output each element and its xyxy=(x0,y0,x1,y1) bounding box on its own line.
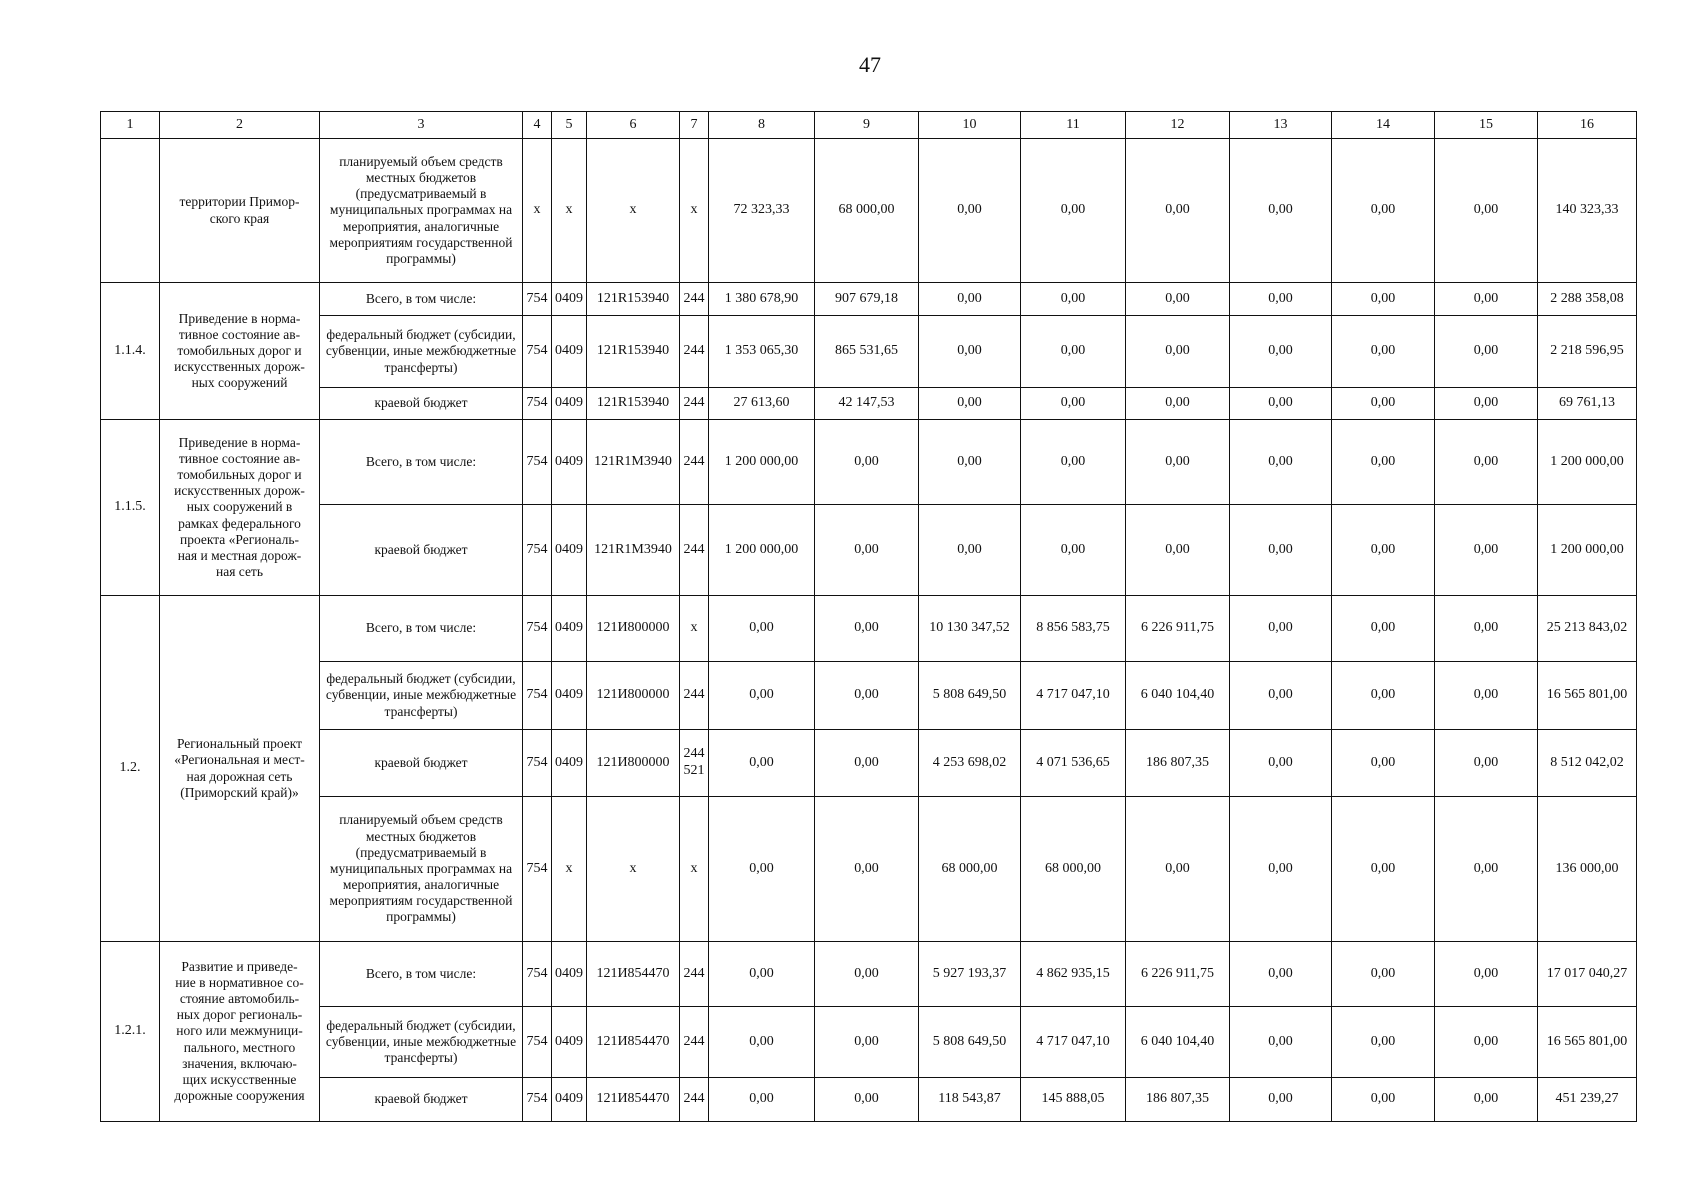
target-code-cell: 121R153940 xyxy=(587,388,680,420)
amount-cell: 0,00 xyxy=(1126,283,1230,316)
amount-cell: 0,00 xyxy=(1230,388,1332,420)
target-code-cell: 121R153940 xyxy=(587,316,680,388)
expense-type-cell: x xyxy=(680,797,709,942)
amount-cell: 69 761,13 xyxy=(1538,388,1637,420)
gr-code-cell: 754 xyxy=(523,662,552,730)
column-header: 14 xyxy=(1332,112,1435,139)
funding-source-cell: краевой бюджет xyxy=(320,1078,523,1122)
item-number-cell xyxy=(101,139,160,283)
amount-cell: 0,00 xyxy=(1021,316,1126,388)
column-header: 12 xyxy=(1126,112,1230,139)
item-number-cell: 1.1.5. xyxy=(101,420,160,596)
amount-cell: 0,00 xyxy=(919,388,1021,420)
amount-cell: 1 353 065,30 xyxy=(709,316,815,388)
item-name-cell: Развитие и приведе- ние в нормативное со- стояние автомобиль- ных дорог региональ- ного или межмуници- пального, местного значения, включаю- щих искусственные дорожные сооружения xyxy=(160,942,320,1122)
amount-cell: 27 613,60 xyxy=(709,388,815,420)
gr-code-cell: 754 xyxy=(523,1078,552,1122)
expense-type-cell: 244 xyxy=(680,420,709,505)
amount-cell: 0,00 xyxy=(919,139,1021,283)
amount-cell: 0,00 xyxy=(1230,596,1332,662)
amount-cell: 0,00 xyxy=(709,942,815,1007)
page-number: 47 xyxy=(859,52,881,77)
amount-cell: 0,00 xyxy=(1021,420,1126,505)
amount-cell: 118 543,87 xyxy=(919,1078,1021,1122)
amount-cell: 0,00 xyxy=(1021,283,1126,316)
amount-cell: 0,00 xyxy=(1435,730,1538,797)
amount-cell: 0,00 xyxy=(815,942,919,1007)
amount-cell: 17 017 040,27 xyxy=(1538,942,1637,1007)
column-header: 16 xyxy=(1538,112,1637,139)
amount-cell: 0,00 xyxy=(1435,1078,1538,1122)
expense-type-cell: 244 xyxy=(680,316,709,388)
amount-cell: 0,00 xyxy=(919,420,1021,505)
amount-cell: 16 565 801,00 xyxy=(1538,1007,1637,1078)
amount-cell: 68 000,00 xyxy=(1021,797,1126,942)
column-header: 2 xyxy=(160,112,320,139)
amount-cell: 2 218 596,95 xyxy=(1538,316,1637,388)
gr-code-cell: 754 xyxy=(523,505,552,596)
amount-cell: 0,00 xyxy=(1435,139,1538,283)
section-code-cell: 0409 xyxy=(552,942,587,1007)
section-code-cell: 0409 xyxy=(552,283,587,316)
amount-cell: 0,00 xyxy=(1230,283,1332,316)
amount-cell: 68 000,00 xyxy=(815,139,919,283)
amount-cell: 0,00 xyxy=(1332,942,1435,1007)
target-code-cell: 121И800000 xyxy=(587,596,680,662)
item-name-cell: территории Примор- ского края xyxy=(160,139,320,283)
column-header: 5 xyxy=(552,112,587,139)
target-code-cell: 121И854470 xyxy=(587,942,680,1007)
amount-cell: 1 200 000,00 xyxy=(709,420,815,505)
amount-cell: 5 808 649,50 xyxy=(919,662,1021,730)
expense-type-cell: 244 xyxy=(680,1078,709,1122)
funding-source-cell: краевой бюджет xyxy=(320,388,523,420)
amount-cell: 0,00 xyxy=(1230,139,1332,283)
amount-cell: 145 888,05 xyxy=(1021,1078,1126,1122)
amount-cell: 136 000,00 xyxy=(1538,797,1637,942)
amount-cell: 0,00 xyxy=(815,596,919,662)
amount-cell: 0,00 xyxy=(1230,942,1332,1007)
amount-cell: 6 040 104,40 xyxy=(1126,1007,1230,1078)
funding-source-cell: Всего, в том числе: xyxy=(320,283,523,316)
target-code-cell: 121И854470 xyxy=(587,1078,680,1122)
amount-cell: 0,00 xyxy=(1332,596,1435,662)
column-header: 6 xyxy=(587,112,680,139)
amount-cell: 4 717 047,10 xyxy=(1021,662,1126,730)
gr-code-cell: 754 xyxy=(523,730,552,797)
amount-cell: 0,00 xyxy=(815,730,919,797)
amount-cell: 0,00 xyxy=(709,662,815,730)
amount-cell: 0,00 xyxy=(1126,388,1230,420)
amount-cell: 0,00 xyxy=(709,1078,815,1122)
expense-type-cell: 244 xyxy=(680,942,709,1007)
amount-cell: 0,00 xyxy=(1435,505,1538,596)
column-header: 9 xyxy=(815,112,919,139)
column-header: 3 xyxy=(320,112,523,139)
amount-cell: 0,00 xyxy=(1230,797,1332,942)
expense-type-cell: 244 xyxy=(680,1007,709,1078)
amount-cell: 907 679,18 xyxy=(815,283,919,316)
expense-type-cell: x xyxy=(680,596,709,662)
column-header: 11 xyxy=(1021,112,1126,139)
amount-cell: 0,00 xyxy=(1332,505,1435,596)
section-code-cell: 0409 xyxy=(552,388,587,420)
amount-cell: 10 130 347,52 xyxy=(919,596,1021,662)
amount-cell: 6 040 104,40 xyxy=(1126,662,1230,730)
target-code-cell: 121И854470 xyxy=(587,1007,680,1078)
section-code-cell: 0409 xyxy=(552,1078,587,1122)
amount-cell: 0,00 xyxy=(815,662,919,730)
table-row xyxy=(101,797,1637,942)
gr-code-cell: 754 xyxy=(523,1007,552,1078)
column-header: 4 xyxy=(523,112,552,139)
amount-cell: 0,00 xyxy=(1332,1078,1435,1122)
amount-cell: 865 531,65 xyxy=(815,316,919,388)
table-row xyxy=(101,662,1637,730)
amount-cell: 1 200 000,00 xyxy=(709,505,815,596)
funding-source-cell: Всего, в том числе: xyxy=(320,596,523,662)
gr-code-cell: 754 xyxy=(523,316,552,388)
section-code-cell: 0409 xyxy=(552,316,587,388)
table-row xyxy=(101,388,1637,420)
target-code-cell: x xyxy=(587,139,680,283)
section-code-cell: 0409 xyxy=(552,505,587,596)
amount-cell: 0,00 xyxy=(1126,420,1230,505)
amount-cell: 0,00 xyxy=(1332,730,1435,797)
table-row xyxy=(101,596,1637,662)
gr-code-cell: 754 xyxy=(523,420,552,505)
amount-cell: 68 000,00 xyxy=(919,797,1021,942)
amount-cell: 4 071 536,65 xyxy=(1021,730,1126,797)
amount-cell: 0,00 xyxy=(1435,942,1538,1007)
amount-cell: 1 380 678,90 xyxy=(709,283,815,316)
target-code-cell: 121R1M3940 xyxy=(587,420,680,505)
item-name-cell: Приведение в норма- тивное состояние ав- томобильных дорог и искусственных дорож- ных сооружений xyxy=(160,283,320,420)
column-header: 1 xyxy=(101,112,160,139)
column-header: 7 xyxy=(680,112,709,139)
table-row xyxy=(101,139,1637,283)
funding-source-cell: планируемый объем средств местных бюджетов (предусматриваемый в муниципальных программах на мероприятия, аналогичные мероприятиям государственной программы) xyxy=(320,139,523,283)
table-row xyxy=(101,420,1637,505)
amount-cell: 0,00 xyxy=(709,1007,815,1078)
table-row xyxy=(101,1007,1637,1078)
amount-cell: 0,00 xyxy=(815,420,919,505)
gr-code-cell: 754 xyxy=(523,596,552,662)
item-number-cell: 1.2. xyxy=(101,596,160,942)
section-code-cell: 0409 xyxy=(552,730,587,797)
table-row xyxy=(101,316,1637,388)
amount-cell: 0,00 xyxy=(1435,388,1538,420)
table-row xyxy=(101,505,1637,596)
table-row xyxy=(101,730,1637,797)
amount-cell: 0,00 xyxy=(919,316,1021,388)
amount-cell: 0,00 xyxy=(1230,420,1332,505)
amount-cell: 1 200 000,00 xyxy=(1538,420,1637,505)
amount-cell: 6 226 911,75 xyxy=(1126,942,1230,1007)
amount-cell: 1 200 000,00 xyxy=(1538,505,1637,596)
expense-type-cell: 244 xyxy=(680,283,709,316)
amount-cell: 2 288 358,08 xyxy=(1538,283,1637,316)
amount-cell: 0,00 xyxy=(1332,316,1435,388)
amount-cell: 0,00 xyxy=(709,797,815,942)
target-code-cell: 121R153940 xyxy=(587,283,680,316)
item-name-cell: Региональный проект «Региональная и мест- ная дорожная сеть (Приморский край)» xyxy=(160,596,320,942)
amount-cell: 42 147,53 xyxy=(815,388,919,420)
table-row xyxy=(101,1078,1637,1122)
amount-cell: 0,00 xyxy=(1230,1007,1332,1078)
section-code-cell: 0409 xyxy=(552,596,587,662)
amount-cell: 0,00 xyxy=(1230,730,1332,797)
funding-source-cell: планируемый объем средств местных бюджетов (предусматриваемый в муниципальных программах на мероприятия, аналогичные мероприятиям государственной программы) xyxy=(320,797,523,942)
amount-cell: 0,00 xyxy=(1021,505,1126,596)
amount-cell: 0,00 xyxy=(709,730,815,797)
amount-cell: 0,00 xyxy=(1332,139,1435,283)
amount-cell: 0,00 xyxy=(1435,797,1538,942)
target-code-cell: 121И800000 xyxy=(587,730,680,797)
funding-source-cell: Всего, в том числе: xyxy=(320,942,523,1007)
table-row xyxy=(101,283,1637,316)
amount-cell: 0,00 xyxy=(1021,139,1126,283)
amount-cell: 5 927 193,37 xyxy=(919,942,1021,1007)
funding-source-cell: Всего, в том числе: xyxy=(320,420,523,505)
amount-cell: 186 807,35 xyxy=(1126,1078,1230,1122)
table-header-row xyxy=(101,112,1637,139)
expense-type-cell: 244 xyxy=(680,388,709,420)
amount-cell: 0,00 xyxy=(1230,1078,1332,1122)
amount-cell: 0,00 xyxy=(1332,420,1435,505)
funding-source-cell: федеральный бюджет (субсидии, субвенции, иные межбюджетные трансферты) xyxy=(320,662,523,730)
column-header: 10 xyxy=(919,112,1021,139)
amount-cell: 0,00 xyxy=(1230,662,1332,730)
column-header: 8 xyxy=(709,112,815,139)
gr-code-cell: 754 xyxy=(523,942,552,1007)
amount-cell: 0,00 xyxy=(919,505,1021,596)
amount-cell: 4 862 935,15 xyxy=(1021,942,1126,1007)
expense-type-cell: 244 xyxy=(680,505,709,596)
item-name-cell: Приведение в норма- тивное состояние ав- томобильных дорог и искусственных дорож- ных сооружений в рамках федерального проекта «Региональ- ная и местная дорож- ная сеть xyxy=(160,420,320,596)
amount-cell: 451 239,27 xyxy=(1538,1078,1637,1122)
gr-code-cell: 754 xyxy=(523,388,552,420)
column-header: 15 xyxy=(1435,112,1538,139)
target-code-cell: 121R1M3940 xyxy=(587,505,680,596)
amount-cell: 0,00 xyxy=(1332,797,1435,942)
amount-cell: 0,00 xyxy=(1126,139,1230,283)
expense-type-cell: x xyxy=(680,139,709,283)
section-code-cell: 0409 xyxy=(552,1007,587,1078)
section-code-cell: x xyxy=(552,797,587,942)
item-number-cell: 1.1.4. xyxy=(101,283,160,420)
amount-cell: 8 512 042,02 xyxy=(1538,730,1637,797)
amount-cell: 16 565 801,00 xyxy=(1538,662,1637,730)
funding-source-cell: федеральный бюджет (субсидии, субвенции, иные межбюджетные трансферты) xyxy=(320,1007,523,1078)
funding-source-cell: федеральный бюджет (субсидии, субвенции, иные межбюджетные трансферты) xyxy=(320,316,523,388)
section-code-cell: x xyxy=(552,139,587,283)
table-body xyxy=(101,139,1637,1122)
amount-cell: 0,00 xyxy=(1435,596,1538,662)
amount-cell: 0,00 xyxy=(1230,505,1332,596)
funding-source-cell: краевой бюджет xyxy=(320,505,523,596)
column-header: 13 xyxy=(1230,112,1332,139)
expense-type-cell: 244 xyxy=(680,662,709,730)
budget-table xyxy=(100,111,1637,1122)
amount-cell: 0,00 xyxy=(815,505,919,596)
amount-cell: 0,00 xyxy=(1332,1007,1435,1078)
amount-cell: 0,00 xyxy=(1435,662,1538,730)
target-code-cell: 121И800000 xyxy=(587,662,680,730)
item-number-cell: 1.2.1. xyxy=(101,942,160,1122)
funding-source-cell: краевой бюджет xyxy=(320,730,523,797)
amount-cell: 0,00 xyxy=(1435,316,1538,388)
amount-cell: 4 717 047,10 xyxy=(1021,1007,1126,1078)
amount-cell: 0,00 xyxy=(1332,388,1435,420)
amount-cell: 0,00 xyxy=(1435,420,1538,505)
amount-cell: 72 323,33 xyxy=(709,139,815,283)
amount-cell: 0,00 xyxy=(815,1078,919,1122)
amount-cell: 140 323,33 xyxy=(1538,139,1637,283)
amount-cell: 0,00 xyxy=(815,1007,919,1078)
amount-cell: 8 856 583,75 xyxy=(1021,596,1126,662)
target-code-cell: x xyxy=(587,797,680,942)
amount-cell: 0,00 xyxy=(709,596,815,662)
gr-code-cell: x xyxy=(523,139,552,283)
section-code-cell: 0409 xyxy=(552,420,587,505)
amount-cell: 0,00 xyxy=(815,797,919,942)
amount-cell: 0,00 xyxy=(1230,316,1332,388)
expense-type-cell: 244 521 xyxy=(680,730,709,797)
amount-cell: 5 808 649,50 xyxy=(919,1007,1021,1078)
amount-cell: 6 226 911,75 xyxy=(1126,596,1230,662)
amount-cell: 0,00 xyxy=(1332,662,1435,730)
amount-cell: 0,00 xyxy=(1126,505,1230,596)
gr-code-cell: 754 xyxy=(523,797,552,942)
amount-cell: 0,00 xyxy=(1126,316,1230,388)
section-code-cell: 0409 xyxy=(552,662,587,730)
amount-cell: 186 807,35 xyxy=(1126,730,1230,797)
amount-cell: 0,00 xyxy=(1435,1007,1538,1078)
amount-cell: 25 213 843,02 xyxy=(1538,596,1637,662)
gr-code-cell: 754 xyxy=(523,283,552,316)
amount-cell: 0,00 xyxy=(1021,388,1126,420)
amount-cell: 0,00 xyxy=(919,283,1021,316)
amount-cell: 0,00 xyxy=(1126,797,1230,942)
amount-cell: 0,00 xyxy=(1435,283,1538,316)
table-row xyxy=(101,942,1637,1007)
amount-cell: 4 253 698,02 xyxy=(919,730,1021,797)
amount-cell: 0,00 xyxy=(1332,283,1435,316)
